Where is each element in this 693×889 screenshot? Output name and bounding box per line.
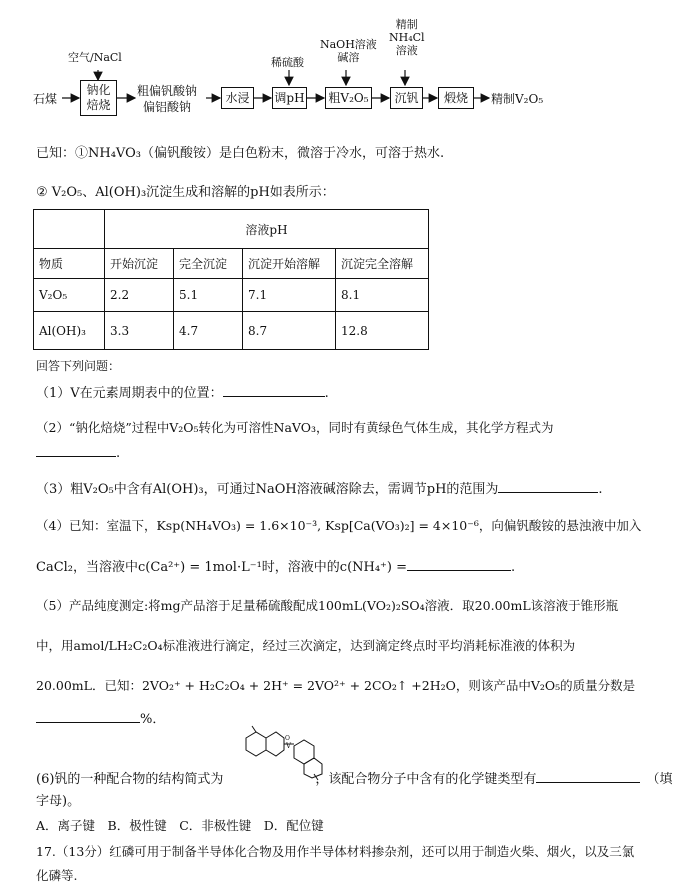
ph-table bbox=[33, 209, 429, 350]
question-5a: （5）产品纯度测定:将mg产品溶于足量稀硫酸配成100mL(VO₂)₂SO₄溶液．取20.00mL该溶液于锥形瓶 bbox=[36, 598, 619, 613]
table-cell: 5.1 bbox=[174, 279, 243, 312]
table-col-substance: 物质 bbox=[34, 249, 105, 279]
question-17a: 17.（13分）红磷可用于制备半导体化合物及用作半导体材料掺杂剂，还可以用于制造火柴、烟火，以及三氯 bbox=[36, 844, 635, 859]
flow-end: 精制V₂O₅ bbox=[491, 92, 544, 106]
flow-box-precipitate: 沉钒 bbox=[390, 87, 423, 109]
flow-box-adjust-ph: 调pH bbox=[272, 87, 307, 109]
question-4a: （4）已知：室温下，Ksp(NH₄VO₃) = 1.6×10⁻³, Ksp[Ca(VO₃)₂] = 4×10⁻⁶，向偏钒酸铵的悬浊液中加入 bbox=[36, 518, 642, 533]
question-6-cont: 字母)。 bbox=[36, 794, 81, 809]
table-cell: 7.1 bbox=[243, 279, 336, 312]
answer-blank bbox=[223, 384, 325, 397]
table-group-header: 溶液pH bbox=[105, 210, 429, 249]
question-17b: 化磷等. bbox=[36, 868, 78, 883]
question-5c: 20.00mL．已知：2VO₂⁺ + H₂C₂O₄ + 2H⁺ = 2VO²⁺ + 2CO₂↑ +2H₂O，则该产品中V₂O₅的质量分数是 bbox=[36, 678, 636, 693]
known-2: ② V₂O₅、Al(OH)₃沉淀生成和溶解的pH如表所示： bbox=[36, 185, 335, 200]
table-cell: 4.7 bbox=[174, 312, 243, 350]
svg-text:V: V bbox=[286, 742, 292, 750]
flow-intermediate: 粗偏钒酸钠 偏铝酸钠 bbox=[137, 84, 198, 114]
question-6: (6)钒的一种配合物的结构简式为 ，该配合物分子中含有的化学键类型有 （填 bbox=[36, 772, 673, 787]
answer-blank bbox=[536, 770, 640, 783]
question-2: （2）“钠化焙烧”过程中V₂O₅转化为可溶性NaVO₃，同时有黄绿色气体生成，其化学方程式为 bbox=[36, 420, 554, 435]
answer-blank bbox=[498, 480, 598, 493]
table-col-complete-precip: 完全沉淀 bbox=[174, 249, 243, 279]
flow-nh4cl-label: 精制 NH₄Cl 溶液 bbox=[389, 18, 425, 58]
question-4b: CaCl₂，当溶液中c(Ca²⁺) = 1mol·L⁻¹时，溶液中的c(NH₄⁺) = . bbox=[36, 560, 516, 575]
flow-box-calcine: 煅烧 bbox=[438, 87, 474, 109]
table-cell: 8.1 bbox=[336, 279, 429, 312]
table-col-complete-dissolve: 沉淀完全溶解 bbox=[336, 249, 429, 279]
known-1: 已知：①NH₄VO₃（偏钒酸铵）是白色粉末，微溶于冷水，可溶于热水. bbox=[36, 146, 445, 161]
flow-naoh-label: NaOH溶液 碱溶 bbox=[320, 38, 377, 65]
question-1: （1）V在元素周期表中的位置： . bbox=[36, 386, 329, 401]
question-5b: 中，用amol/LH₂C₂O₄标准液进行滴定，经过三次滴定，达到滴定终点时平均消耗标准液的体积为 bbox=[36, 638, 576, 653]
question-3: （3）粗V₂O₅中含有Al(OH)₃，可通过NaOH溶液碱溶除去，需调节pH的范围为 . bbox=[36, 482, 603, 497]
table-cell: 8.7 bbox=[243, 312, 336, 350]
table-cell: 3.3 bbox=[105, 312, 174, 350]
flow-box-roasting: 钠化焙烧 bbox=[80, 80, 117, 116]
question-5-blank: %． bbox=[36, 708, 165, 727]
answer-blank bbox=[36, 710, 140, 723]
flow-start: 石煤 bbox=[33, 92, 58, 106]
table-row-aloh3-name: Al(OH)₃ bbox=[34, 312, 105, 350]
answer-blank bbox=[407, 558, 511, 571]
answer-intro: 回答下列问题： bbox=[36, 359, 121, 373]
flow-air-label: 空气/NaCl bbox=[68, 51, 122, 64]
question-6-options: A．离子键 B．极性键 C．非极性键 D．配位键 bbox=[36, 818, 324, 833]
svg-text:O: O bbox=[285, 735, 290, 742]
question-2-blank: . bbox=[36, 444, 120, 461]
table-cell: 2.2 bbox=[105, 279, 174, 312]
flow-box-crude-v2o5: 粗V₂O₅ bbox=[325, 87, 372, 109]
answer-blank bbox=[36, 444, 116, 457]
table-row-v2o5-name: V₂O₅ bbox=[34, 279, 105, 312]
table-col-start-precip: 开始沉淀 bbox=[105, 249, 174, 279]
flow-acid-label: 稀硫酸 bbox=[271, 56, 304, 69]
table-cell: 12.8 bbox=[336, 312, 429, 350]
table-col-start-dissolve: 沉淀开始溶解 bbox=[243, 249, 336, 279]
flow-box-leach: 水浸 bbox=[221, 87, 254, 109]
